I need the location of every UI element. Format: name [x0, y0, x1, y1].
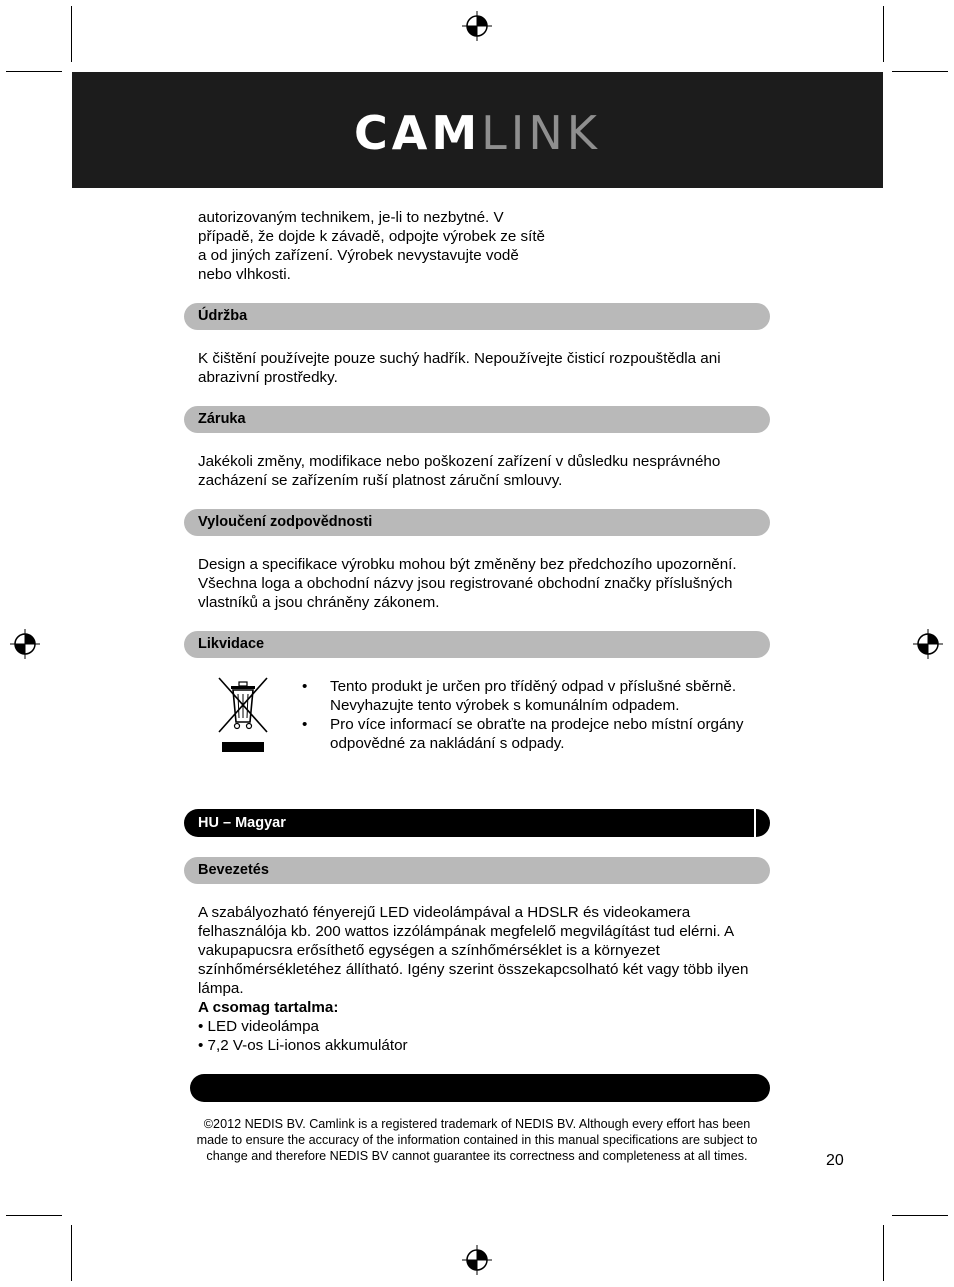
- list-item: [302, 715, 750, 753]
- section-header-likvidace: Likvidace: [184, 631, 770, 658]
- crop-mark: [883, 1225, 884, 1281]
- registration-mark-icon: [10, 629, 40, 659]
- bevezetes-content: [198, 903, 758, 1055]
- section-header-udrzba: Údržba: [184, 303, 770, 330]
- bullet-text: Pro více informací se obraťte na prodejce nebo místní orgány odpovědné za nakládání s odpady.: [330, 716, 744, 752]
- weee-crossed-bin-icon: [216, 676, 270, 754]
- logo-link: LINK: [481, 106, 601, 160]
- package-item: • LED videolámpa: [198, 1018, 319, 1035]
- package-title: A csomag tartalma:: [198, 999, 339, 1016]
- crop-mark: [892, 1215, 948, 1216]
- camlink-logo: [72, 106, 883, 160]
- footer-bar: [190, 1074, 770, 1102]
- bullet-symbol: •: [302, 678, 308, 695]
- language-section-bar: [184, 809, 770, 837]
- udrzba-paragraph: K čištění používejte pouze suchý hadřík. Nepoužívejte čisticí rozpouštědla ani abrazivní prostředky.: [198, 350, 721, 386]
- registration-mark-icon: [462, 11, 492, 41]
- crop-mark: [6, 71, 62, 72]
- registration-mark-icon: [913, 629, 943, 659]
- zaruka-paragraph: Jakékoli změny, modifikace nebo poškození zařízení v důsledku nesprávného zacházení se zařízením ruší platnost záruční smlouvy.: [198, 453, 721, 489]
- bullet-text: Tento produkt je určen pro tříděný odpad v příslušné sběrně. Nevyhazujte tento výrobek s komunálním odpadem.: [330, 678, 737, 714]
- registration-mark-icon: [462, 1245, 492, 1275]
- crop-mark: [883, 6, 884, 62]
- vylouceni-paragraph: Design a specifikace výrobku mohou být změněny bez předchozího upozornění. Všechna loga a obchodní názvy jsou registrované obchodní značky příslušných vlastníků a jsou chráněny zákonem.: [198, 556, 737, 611]
- crop-mark: [71, 1225, 72, 1281]
- package-item: • 7,2 V-os Li-ionos akkumulátor: [198, 1037, 408, 1054]
- crop-mark: [6, 1215, 62, 1216]
- crop-mark: [71, 6, 72, 62]
- section-header-zaruka: Záruka: [184, 406, 770, 433]
- bullet-symbol: •: [302, 716, 308, 733]
- likvidace-bullet-list: [302, 677, 750, 753]
- logo-cam: CAM: [354, 106, 482, 160]
- footer-copyright: ©2012 NEDIS BV. Camlink is a registered trademark of NEDIS BV. Although every effort has been made to ensure the accuracy of the information contained in this manual specifications are subject to change and therefore NEDIS BV cannot guarantee its correctness and completeness at all times.: [196, 1117, 758, 1163]
- section-header-bevezetes: Bevezetés: [184, 857, 770, 884]
- intro-paragraph: autorizovaným technikem, je-li to nezbytné. V případě, že dojde k závadě, odpojte výrobek ze sítě a od jiných zařízení. Výrobek nevystavujte vodě nebo vlhkosti.: [198, 209, 545, 283]
- bevezetes-paragraph: A szabályozható fényerejű LED videolámpával a HDSLR és videokamera felhasználója kb. 200 wattos izzólámpának megfelelő megvilágítást tud elérni. A vakupapucsra erősíthető egységen a színhőmérséklet is a környezet színhőmérsékletéhez állítható. Igény szerint összekapcsolható két vagy több ilyen lámpa.: [198, 904, 749, 997]
- section-header-vylouceni: Vyloučení zodpovědnosti: [184, 509, 770, 536]
- bar-divider: [754, 809, 756, 837]
- list-item: [302, 677, 750, 715]
- language-title: HU – Magyar: [198, 815, 286, 831]
- crop-mark: [892, 71, 948, 72]
- header-band: [72, 72, 883, 188]
- page-number: 20: [826, 1152, 844, 1169]
